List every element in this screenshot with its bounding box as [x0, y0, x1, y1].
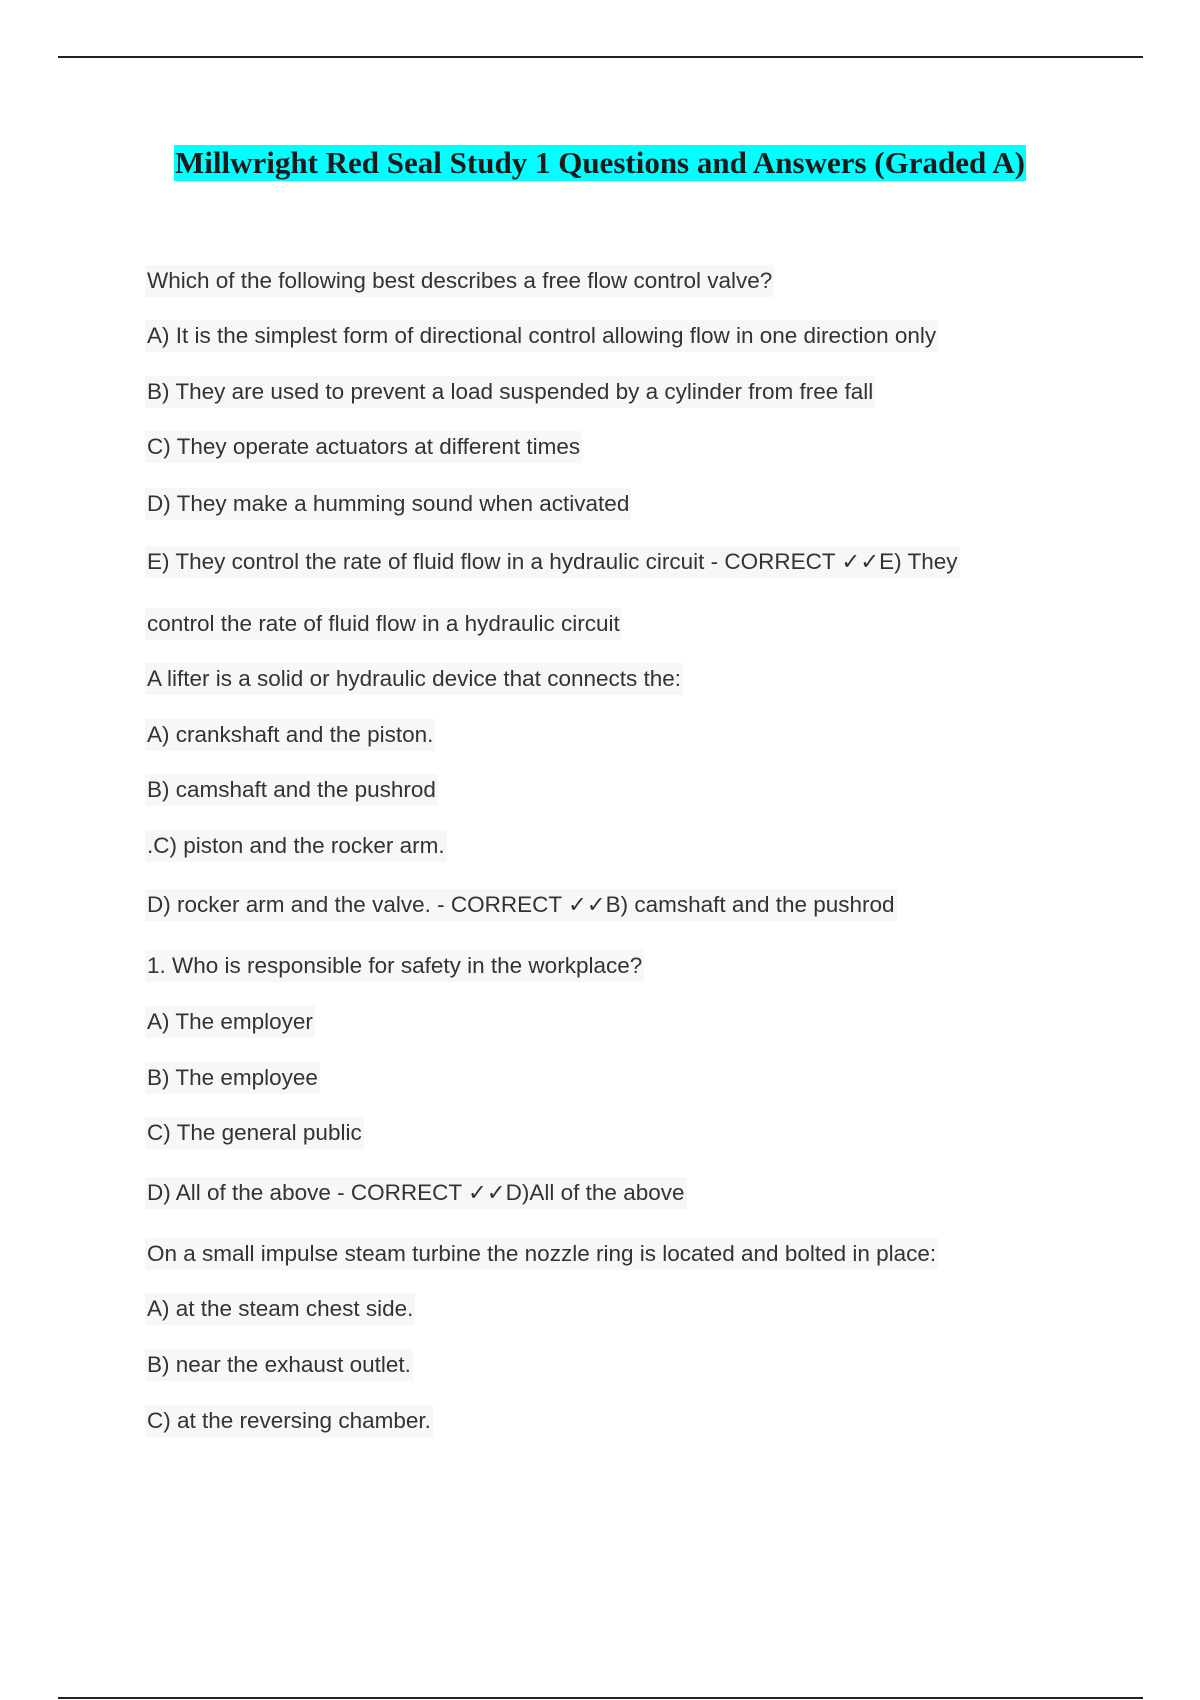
question-2: A lifter is a solid or hydraulic device that connects the:	[145, 663, 683, 695]
question-3-option-c: C) The general public	[145, 1117, 364, 1149]
question-3-option-d: D) All of the above - CORRECT ✓✓D)All of the above	[145, 1177, 687, 1209]
question-4: On a small impulse steam turbine the nozzle ring is located and bolted in place:	[145, 1238, 938, 1270]
question-3: 1. Who is responsible for safety in the workplace?	[145, 950, 644, 982]
question-2-option-c: .C) piston and the rocker arm.	[145, 830, 447, 862]
question-2-option-d: D) rocker arm and the valve. - CORRECT ✓✓B) camshaft and the pushrod	[145, 889, 897, 921]
question-4-option-b: B) near the exhaust outlet.	[145, 1349, 413, 1381]
question-3-option-a: A) The employer	[145, 1006, 315, 1038]
question-2-option-b: B) camshaft and the pushrod	[145, 774, 438, 806]
question-1-option-b: B) They are used to prevent a load suspended by a cylinder from free fall	[145, 376, 875, 408]
document-title: Millwright Red Seal Study 1 Questions and Answers (Graded A)	[174, 145, 1025, 180]
question-3-option-b: B) The employee	[145, 1062, 320, 1094]
question-2-option-a: A) crankshaft and the piston.	[145, 719, 435, 751]
question-1-option-e: E) They control the rate of fluid flow in a hydraulic circuit - CORRECT ✓✓E) They	[145, 546, 960, 578]
question-1: Which of the following best describes a free flow control valve?	[145, 265, 774, 297]
title-container	[0, 145, 1200, 181]
question-1-option-d: D) They make a humming sound when activated	[145, 488, 631, 520]
question-1-option-a: A) It is the simplest form of directional control allowing flow in one direction only	[145, 320, 938, 352]
question-1-answer-continued: control the rate of fluid flow in a hydraulic circuit	[145, 608, 622, 640]
footer-rule	[58, 1697, 1143, 1699]
question-1-option-c: C) They operate actuators at different times	[145, 431, 582, 463]
question-4-option-c: C) at the reversing chamber.	[145, 1405, 433, 1437]
question-4-option-a: A) at the steam chest side.	[145, 1293, 415, 1325]
header-rule	[58, 56, 1143, 58]
